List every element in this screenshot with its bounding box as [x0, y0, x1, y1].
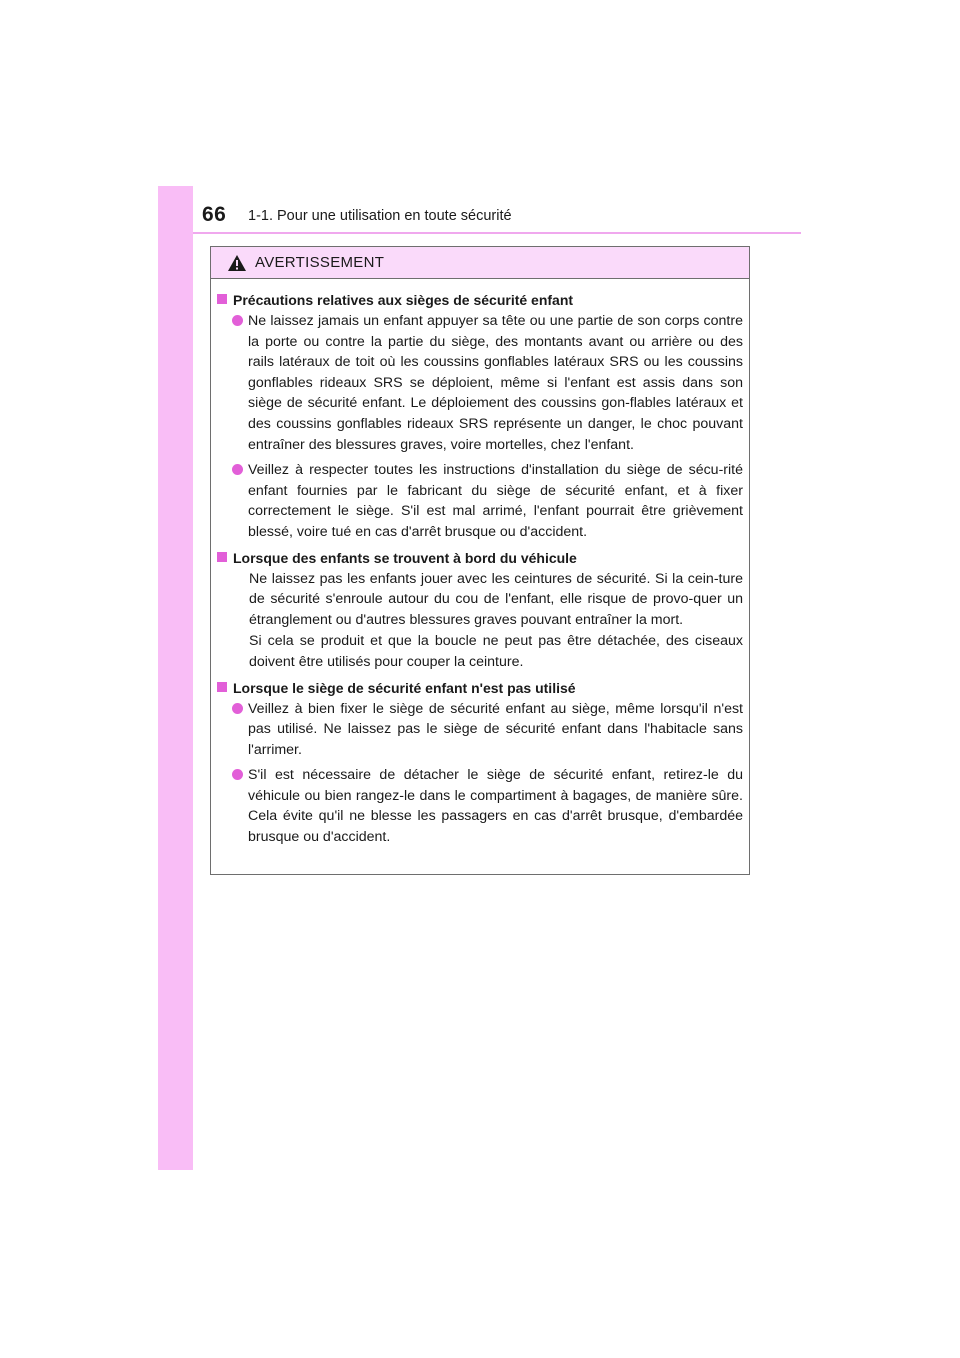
circle-bullet-icon — [232, 703, 243, 714]
warning-body — [211, 279, 749, 848]
section-heading — [217, 290, 743, 310]
page-number: 66 — [202, 203, 227, 226]
section-heading — [217, 678, 743, 698]
side-color-strip — [158, 186, 193, 1170]
list-item-text: S'il est nécessaire de détacher le siège de sécurité enfant, retirez-le du véhicule ou bien rangez-le dans le compartiment à bagages, de manière sûre. Cela évite qu'il ne blesse les passagers en cas d'arrêt brusque, d'embardée brusque ou d'accident. — [248, 767, 743, 846]
circle-bullet-icon — [232, 315, 243, 326]
section-title: 1-1. Pour une utilisation en toute sécurité — [248, 208, 512, 224]
list-item-text: Veillez à bien fixer le siège de sécurité enfant au siège, même lorsqu'il n'est pas utilisé. Ne laissez pas le siège de sécurité enfant dans l'habitacle sans l'arrimer. — [248, 700, 743, 758]
section-child-seat-precautions — [217, 290, 743, 543]
header-rule — [193, 232, 801, 234]
warning-triangle-icon — [227, 254, 247, 272]
warning-title: AVERTISSEMENT — [255, 254, 385, 271]
list-item — [217, 460, 743, 542]
section-heading — [217, 548, 743, 568]
list-item — [217, 699, 743, 761]
square-bullet-icon — [217, 552, 227, 562]
list-item-text: Ne laissez jamais un enfant appuyer sa tête ou une partie de son corps contre la porte ou contre la partie du siège, des montants avant ou arrière ou des rails latéraux de toit où les coussins gonflables latéraux SRS ou les coussins gonflables rideaux SRS se déploient, même si l'enfant est assis dans son siège de sécurité enfant. Le déploiement des coussins gon-flables latéraux et des coussins gonflables rideaux SRS représente un danger, le choc pouvant entraîner des blessures graves, voire mortelles, chez l'enfant. — [248, 313, 743, 453]
warning-header — [211, 247, 749, 279]
paragraph: Ne laissez pas les enfants jouer avec les ceintures de sécurité. Si la cein-ture de sécurité s'enroule autour du cou de l'enfant, elle risque de provo-quer un étranglement ou d'autres blessures graves pouvant entraîner la mort. — [249, 570, 743, 628]
section-heading-text: Lorsque des enfants se trouvent à bord du véhicule — [233, 549, 577, 566]
square-bullet-icon — [217, 294, 227, 304]
list-item — [217, 311, 743, 455]
list-item-text: Veillez à respecter toutes les instructions d'installation du siège de sécu-rité enfant fournies par le fabricant du siège de sécurité enfant, et à fixer correctement le siège. S'il est mal arrimé, l'enfant pourrait être grièvement blessé, voire tué en cas d'arrêt brusque ou d'accident. — [248, 462, 743, 540]
square-bullet-icon — [217, 682, 227, 692]
section-children-on-board — [217, 548, 743, 673]
list-item — [217, 765, 743, 847]
circle-bullet-icon — [232, 464, 243, 475]
circle-bullet-icon — [232, 769, 243, 780]
section-heading-text: Lorsque le siège de sécurité enfant n'est pas utilisé — [233, 679, 576, 696]
section-heading-text: Précautions relatives aux sièges de sécurité enfant — [233, 292, 574, 308]
paragraph: Si cela se produit et que la boucle ne peut pas être détachée, des ciseaux doivent être utilisés pour couper la ceinture. — [249, 633, 743, 670]
section-seat-not-in-use — [217, 678, 743, 848]
warning-box — [210, 246, 750, 875]
